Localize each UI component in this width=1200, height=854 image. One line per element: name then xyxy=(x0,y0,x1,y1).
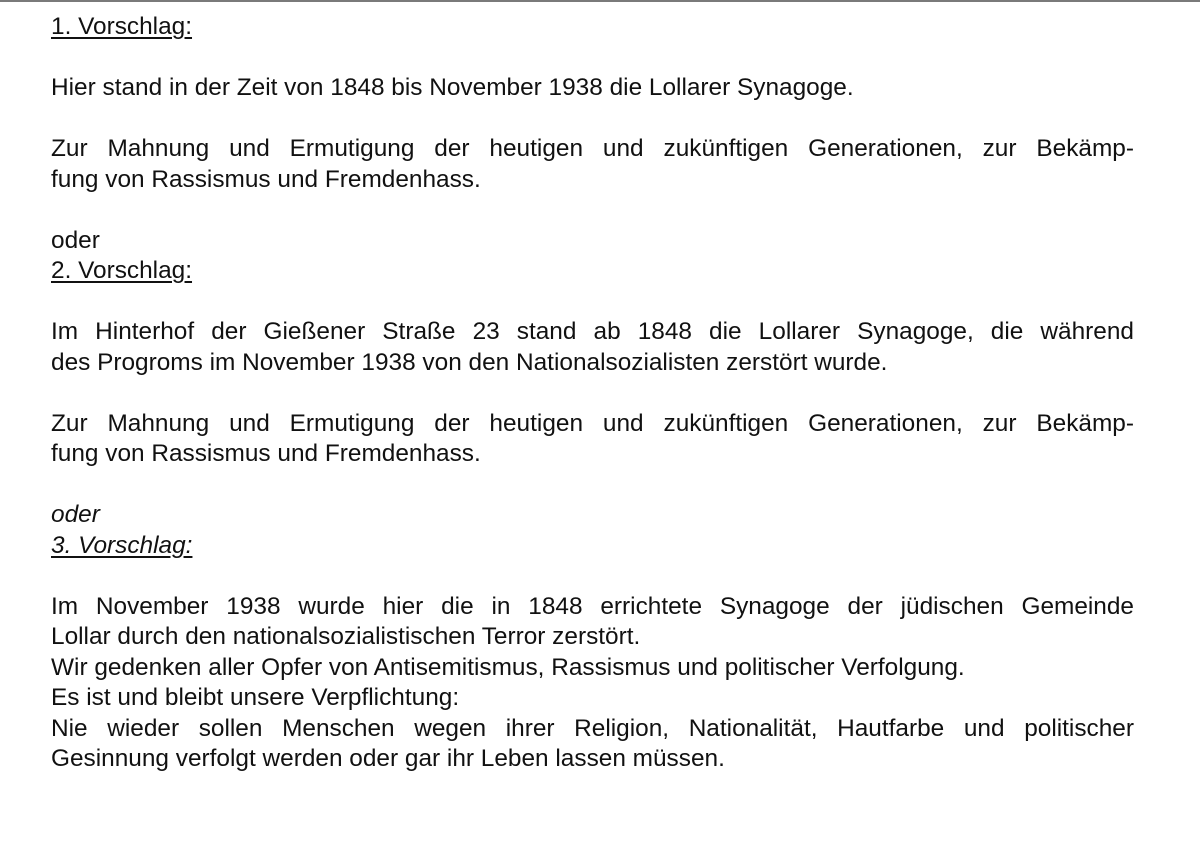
proposal-2-text-line-1: Im Hinterhof der Gießener Straße 23 stand ab 1848 die Lollarer Synagoge, die während xyxy=(51,318,1134,345)
proposal-3-text-line-3: Wir gedenken aller Opfer von Antisemitismus, Rassismus und politischer Verfolgung. xyxy=(51,653,965,681)
spacer xyxy=(51,104,1134,135)
separator-oder-2: oder xyxy=(51,501,100,528)
proposal-3-text-line-2: Lollar durch den nationalsozialistischen Terror zerstört. xyxy=(51,623,641,650)
spacer xyxy=(51,287,1134,318)
document-page xyxy=(51,12,1134,775)
proposal-3-text-line-1: Im November 1938 wurde hier die in 1848 errichtete Synagoge der jüdischen Gemeinde xyxy=(51,592,1134,620)
spacer xyxy=(51,378,1134,409)
proposal-3-text-line-4: Es ist und bleibt unsere Verpflichtung: xyxy=(51,684,460,711)
proposal-2-heading: 2. Vorschlag: xyxy=(51,257,193,284)
proposal-3-heading: 3. Vorschlag: xyxy=(51,531,193,559)
proposal-3-text-line-5: Nie wieder sollen Menschen wegen ihrer Religion, Nationalität, Hautfarbe und politischer xyxy=(51,714,1134,742)
spacer xyxy=(51,43,1134,74)
spacer xyxy=(51,470,1134,501)
proposal-2-text-line-2: des Progroms im November 1938 von den Nationalsozialisten zerstört wurde. xyxy=(51,348,888,376)
page-top-border xyxy=(0,0,1200,2)
proposal-1-dedication-line-2: fung von Rassismus und Fremdenhass. xyxy=(51,165,481,193)
separator-oder-1: oder xyxy=(51,226,100,254)
proposal-1-dedication-line-1: Zur Mahnung und Ermutigung der heutigen und zukünftigen Generationen, zur Bekämp- xyxy=(51,135,1134,162)
proposal-1-heading: 1. Vorschlag: xyxy=(51,13,193,40)
proposal-3-text-line-6: Gesinnung verfolgt werden oder gar ihr Leben lassen müssen. xyxy=(51,745,725,772)
proposal-2-dedication-line-1: Zur Mahnung und Ermutigung der heutigen und zukünftigen Generationen, zur Bekämp- xyxy=(51,409,1134,437)
spacer xyxy=(51,561,1134,592)
proposal-1-text: Hier stand in der Zeit von 1848 bis November 1938 die Lollarer Synagoge. xyxy=(51,74,854,101)
spacer xyxy=(51,195,1134,226)
proposal-2-dedication-line-2: fung von Rassismus und Fremdenhass. xyxy=(51,440,481,467)
